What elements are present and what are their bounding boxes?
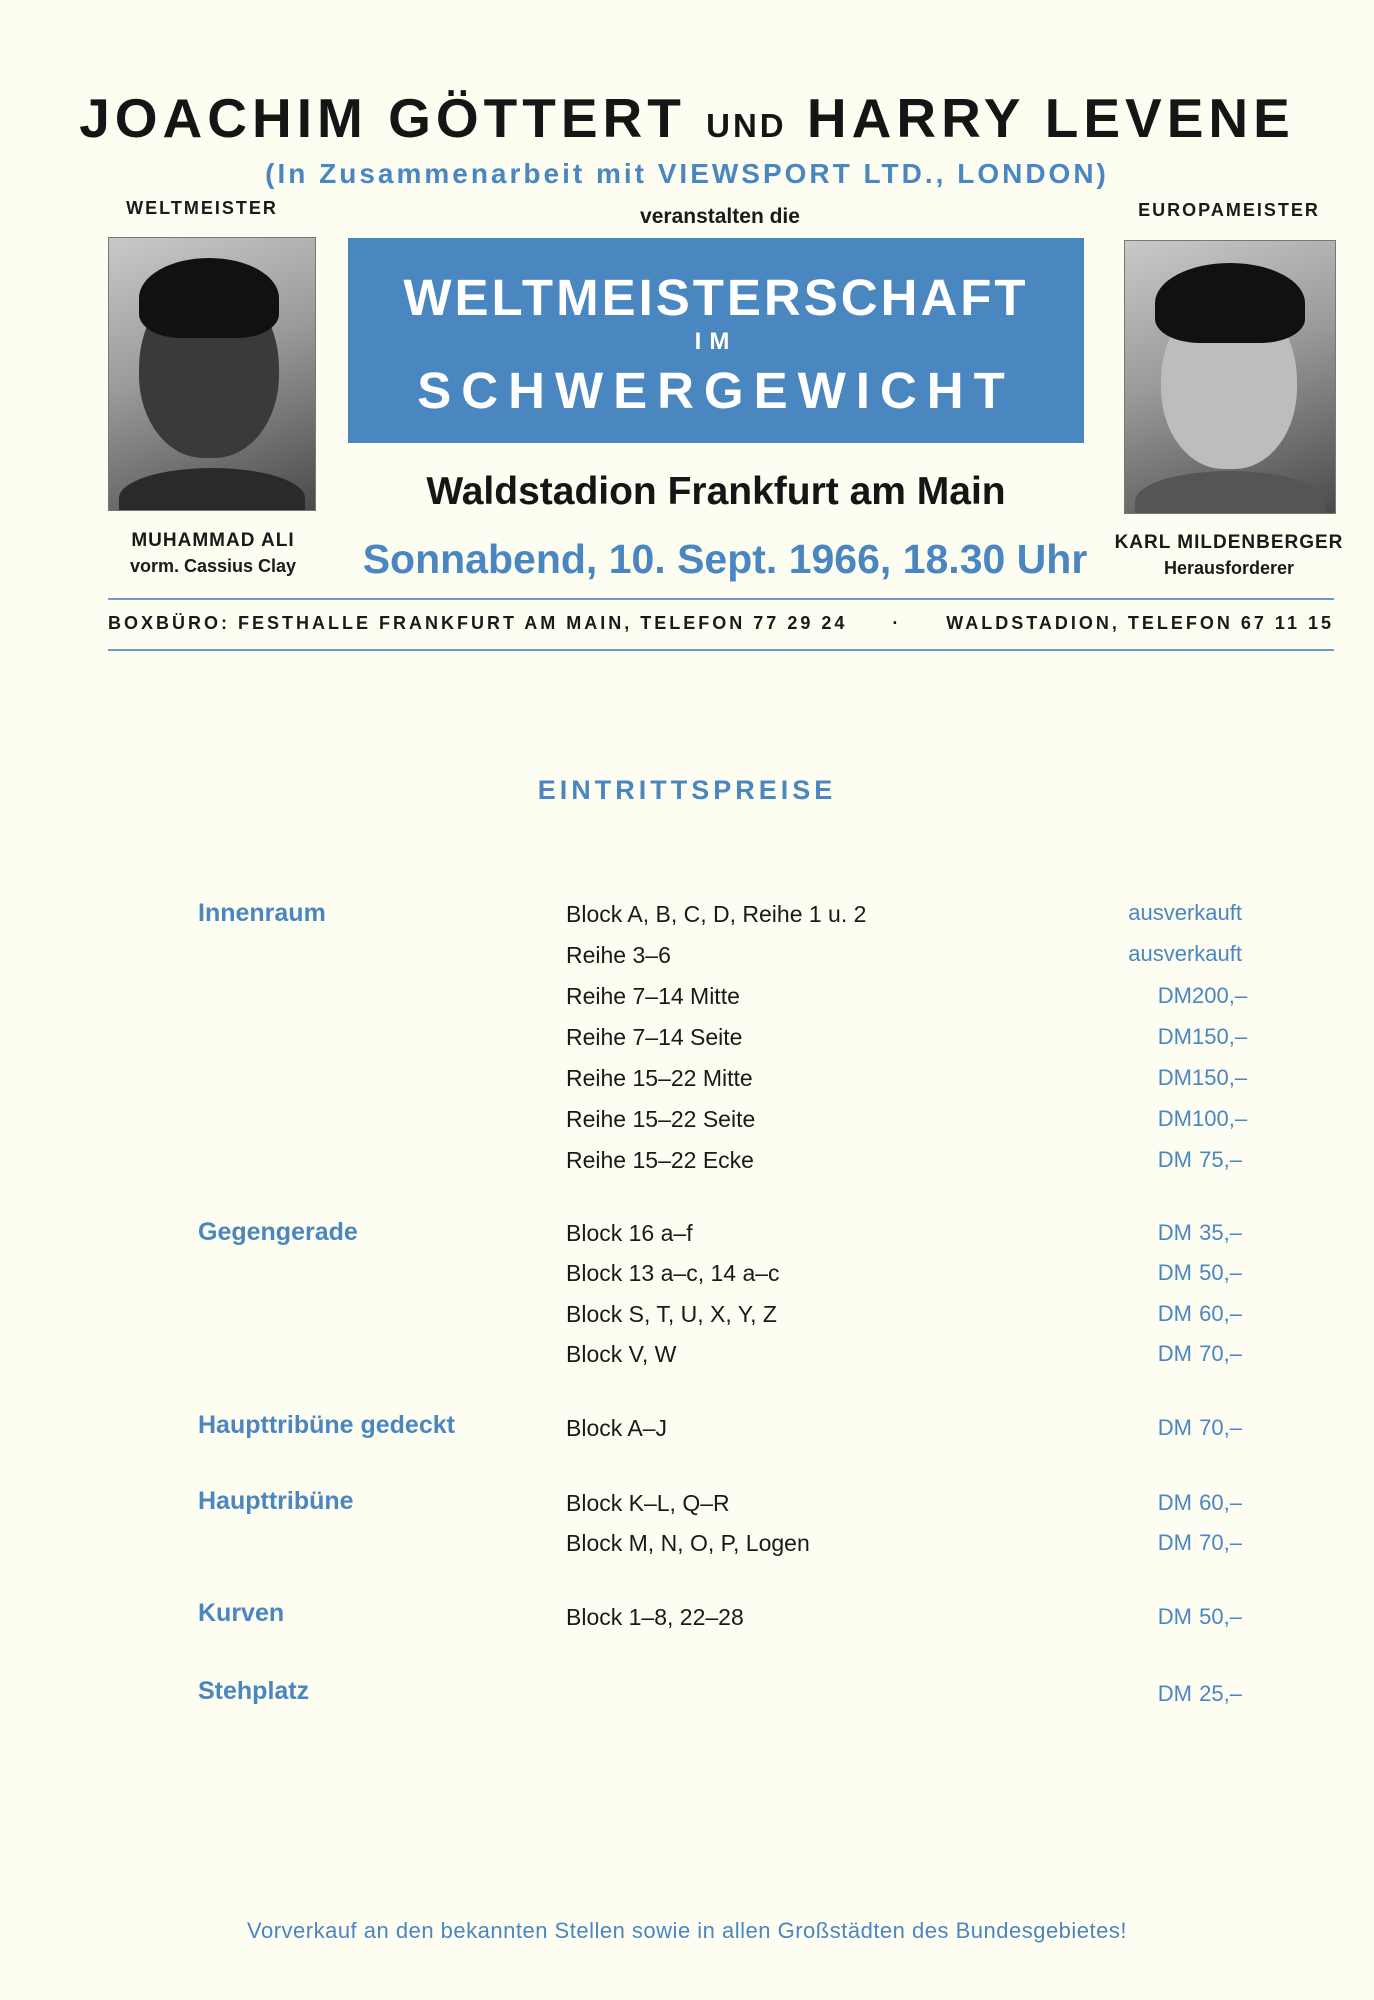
left-fighter-subtitle: vorm. Cassius Clay bbox=[129, 556, 297, 576]
amount: 60,– bbox=[1199, 1490, 1242, 1515]
amount: 150,– bbox=[1192, 1024, 1248, 1049]
price-value bbox=[1080, 1106, 1248, 1132]
price-value bbox=[1080, 1220, 1242, 1246]
box-office-separator: · bbox=[892, 613, 902, 633]
price-value bbox=[1080, 1681, 1242, 1707]
price-status: ausverkauft bbox=[1128, 900, 1242, 925]
price-row-label: Reihe 15–22 Seite bbox=[566, 1106, 756, 1132]
currency: DM bbox=[1157, 983, 1192, 1008]
amount: 35,– bbox=[1199, 1220, 1242, 1245]
organizers-headline bbox=[0, 86, 1374, 150]
currency: DM bbox=[1157, 1490, 1192, 1515]
title-line-2: IM bbox=[694, 328, 738, 355]
price-value bbox=[1080, 1147, 1242, 1173]
category-innenraum: Innenraum bbox=[198, 899, 326, 927]
price-value bbox=[1080, 1341, 1242, 1367]
organizers-conjunction: UND bbox=[706, 107, 787, 144]
currency: DM bbox=[1157, 1024, 1192, 1049]
right-fighter-name: KARL MILDENBERGER bbox=[1114, 532, 1344, 553]
currency: DM bbox=[1157, 1147, 1192, 1172]
title-banner bbox=[348, 238, 1084, 443]
amount: 150,– bbox=[1192, 1065, 1248, 1090]
karl-mildenberger-photo bbox=[1124, 240, 1336, 514]
price-row-label: Block S, T, U, X, Y, Z bbox=[566, 1301, 777, 1327]
amount: 70,– bbox=[1199, 1530, 1242, 1555]
currency: DM bbox=[1157, 1106, 1192, 1131]
price-value bbox=[1080, 1490, 1242, 1516]
muhammad-ali-photo bbox=[108, 237, 316, 511]
amount: 60,– bbox=[1199, 1301, 1242, 1326]
cooperation-line: (In Zusammenarbeit mit VIEWSPORT LTD., LONDON) bbox=[265, 158, 1109, 189]
price-row-label: Block 16 a–f bbox=[566, 1220, 693, 1246]
price-row-label: Block K–L, Q–R bbox=[566, 1490, 730, 1516]
organizer-2: HARRY LEVENE bbox=[806, 87, 1295, 149]
left-fighter-title: WELTMEISTER bbox=[126, 198, 278, 218]
category-haupttribuene: Haupttribüne bbox=[198, 1487, 354, 1515]
amount: 100,– bbox=[1192, 1106, 1248, 1131]
currency: DM bbox=[1157, 1604, 1192, 1629]
category-haupttribuene-gedeckt: Haupttribüne gedeckt bbox=[198, 1411, 455, 1439]
title-line-3: SCHWERGEWICHT bbox=[417, 362, 1015, 419]
price-value bbox=[1080, 1024, 1248, 1050]
price-value bbox=[1080, 1260, 1242, 1286]
box-office-line bbox=[108, 613, 1334, 634]
currency: DM bbox=[1157, 1530, 1192, 1555]
amount: 50,– bbox=[1199, 1604, 1242, 1629]
title-line-1: WELTMEISTERSCHAFT bbox=[403, 269, 1029, 326]
presents-text: veranstalten die bbox=[640, 205, 800, 228]
price-value bbox=[1080, 1604, 1242, 1630]
amount: 70,– bbox=[1199, 1415, 1242, 1440]
right-fighter-subtitle: Herausforderer bbox=[1163, 558, 1295, 578]
currency: DM bbox=[1157, 1260, 1192, 1285]
price-status: ausverkauft bbox=[1128, 941, 1242, 966]
price-row-label: Block A–J bbox=[566, 1415, 667, 1441]
price-row-label: Reihe 3–6 bbox=[566, 942, 671, 968]
box-office-festhalle: BOXBÜRO: FESTHALLE FRANKFURT AM MAIN, TELEFON 77 29 24 bbox=[108, 613, 848, 633]
price-row-label: Reihe 7–14 Mitte bbox=[566, 983, 740, 1009]
top-divider bbox=[108, 598, 1334, 600]
price-row-label: Block V, W bbox=[566, 1341, 677, 1367]
amount: 25,– bbox=[1199, 1681, 1242, 1706]
price-value bbox=[1080, 1065, 1248, 1091]
currency: DM bbox=[1157, 1341, 1192, 1366]
price-value bbox=[1080, 1301, 1242, 1327]
bottom-divider bbox=[108, 649, 1334, 651]
amount: 70,– bbox=[1199, 1341, 1242, 1366]
box-office-waldstadion: WALDSTADION, TELEFON 67 11 15 bbox=[946, 613, 1334, 633]
amount: 50,– bbox=[1199, 1260, 1242, 1285]
amount: 75,– bbox=[1199, 1147, 1242, 1172]
left-fighter-name: MUHAMMAD ALI bbox=[131, 530, 295, 551]
currency: DM bbox=[1157, 1681, 1192, 1706]
price-value bbox=[1080, 983, 1248, 1009]
prices-title: EINTRITTSPREISE bbox=[537, 775, 837, 805]
price-row-label: Block M, N, O, P, Logen bbox=[566, 1530, 810, 1556]
price-row-label: Reihe 7–14 Seite bbox=[566, 1024, 743, 1050]
event-date: Sonnabend, 10. Sept. 1966, 18.30 Uhr bbox=[362, 536, 1088, 582]
price-row-label: Reihe 15–22 Mitte bbox=[566, 1065, 753, 1091]
price-row-label: Block 13 a–c, 14 a–c bbox=[566, 1260, 780, 1286]
organizer-1: JOACHIM GÖTTERT bbox=[79, 87, 686, 149]
price-row-label: Block 1–8, 22–28 bbox=[566, 1604, 744, 1630]
currency: DM bbox=[1157, 1220, 1192, 1245]
currency: DM bbox=[1157, 1065, 1192, 1090]
presale-note: Vorverkauf an den bekannten Stellen sowie in allen Großstädten des Bundesgebietes! bbox=[247, 1918, 1127, 1943]
price-value bbox=[1080, 1530, 1242, 1556]
currency: DM bbox=[1157, 1415, 1192, 1440]
category-gegengerade: Gegengerade bbox=[198, 1218, 358, 1246]
category-stehplatz: Stehplatz bbox=[198, 1677, 310, 1705]
right-fighter-title: EUROPAMEISTER bbox=[1138, 200, 1320, 220]
price-value bbox=[1080, 1415, 1242, 1441]
currency: DM bbox=[1157, 1301, 1192, 1326]
amount: 200,– bbox=[1192, 983, 1248, 1008]
price-row-label: Reihe 15–22 Ecke bbox=[566, 1147, 754, 1173]
price-row-label: Block A, B, C, D, Reihe 1 u. 2 bbox=[566, 901, 867, 927]
venue: Waldstadion Frankfurt am Main bbox=[426, 470, 1006, 513]
category-kurven: Kurven bbox=[198, 1599, 285, 1627]
